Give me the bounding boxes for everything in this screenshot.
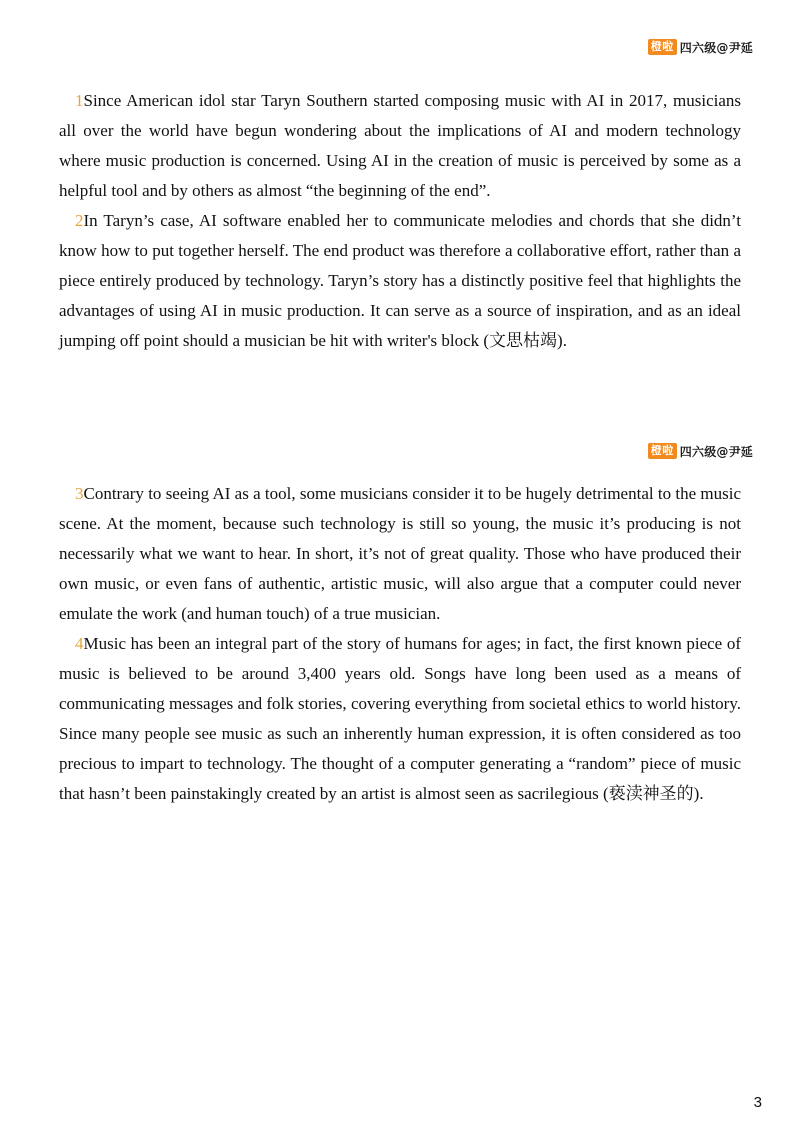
paragraph-3 — [59, 479, 741, 629]
text-section-1 — [59, 86, 741, 356]
paragraph-text: Contrary to seeing AI as a tool, some musicians consider it to be hugely detrimental to the music scene. At the moment, because such technology is still so young, the music it’s producing is not necessarily what we want to hear. In short, it’s not of great quality. Those who have produced their own music, or even fans of authentic, artistic music, will also argue that a computer could never emulate the work (and human touch) of a true musician. — [59, 484, 741, 623]
paragraph-text: Since American idol star Taryn Southern started composing music with AI in 2017, musicians all over the world have begun wondering about the implications of AI and modern technology where music production is concerned. Using AI in the creation of music is perceived by some as a helpful tool and by others as almost “the beginning of the end”. — [59, 91, 741, 200]
paragraph-number: 3 — [75, 484, 84, 503]
brand-text: 四六级@尹延 — [679, 40, 753, 55]
paragraph-number: 2 — [75, 211, 84, 230]
paragraph-text: Music has been an integral part of the story of humans for ages; in fact, the first known piece of music is believed to be around 3,400 years old. Songs have long been used as a means of communicating messages and folk stories, covering everything from societal ethics to world history. Since many people see music as such an inherently human expression, it is often considered as too precious to impart to technology. The thought of a computer generating a “random” piece of music that hasn’t been painstakingly created by an artist is almost seen as sacrilegious (亵渎神圣的). — [59, 634, 741, 803]
brand-logo-top — [648, 38, 753, 56]
paragraph-1 — [59, 86, 741, 206]
brand-badge: 橙啦 — [648, 443, 677, 459]
paragraph-number: 4 — [75, 634, 84, 653]
paragraph-text: In Taryn’s case, AI software enabled her to communicate melodies and chords that she didn’t know how to put together herself. The end product was therefore a collaborative effort, rather than a piece entirely produced by technology. Taryn’s story has a distinctly positive feel that highlights the advantages of using AI in music production. It can serve as a source of inspiration, and as an ideal jumping off point should a musician be hit with writer's block (文思枯竭). — [59, 211, 741, 350]
paragraph-4 — [59, 629, 741, 809]
page-number: 3 — [753, 1094, 762, 1111]
text-section-2 — [59, 479, 741, 809]
paragraph-number: 1 — [75, 91, 84, 110]
brand-logo-middle — [648, 442, 753, 460]
paragraph-2 — [59, 206, 741, 356]
brand-badge: 橙啦 — [648, 39, 677, 55]
brand-text: 四六级@尹延 — [679, 444, 753, 459]
